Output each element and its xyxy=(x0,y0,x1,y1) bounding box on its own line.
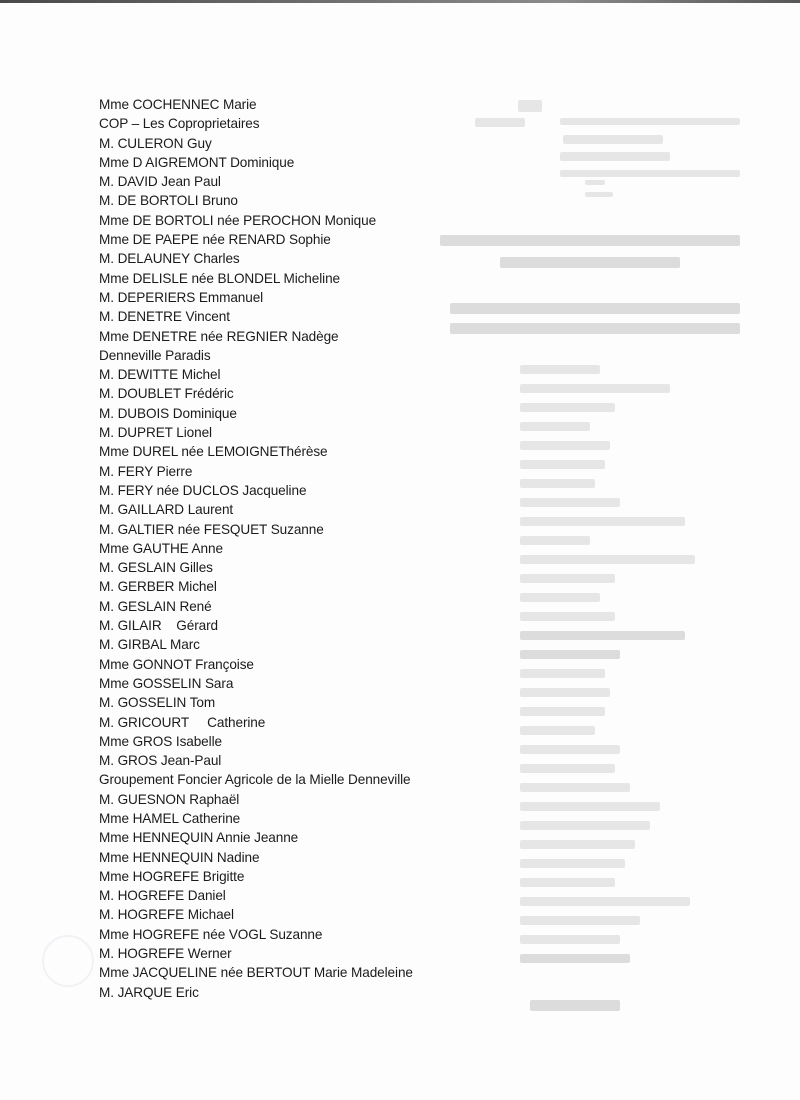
owner-name-item: Mme DENETRE née REGNIER Nadège xyxy=(99,328,339,344)
owner-name-item: M. GOSSELIN Tom xyxy=(99,695,216,711)
owner-name-item: M. DELAUNEY Charles xyxy=(99,251,240,267)
owner-name-item: M. HOGREFE Michael xyxy=(99,907,234,923)
owner-name-item: Mme HOGREFE Brigitte xyxy=(99,868,245,884)
owner-name-item: COP – Les Coproprietaires xyxy=(99,116,260,132)
owner-name-item: M. GESLAIN Gilles xyxy=(99,560,213,576)
owner-name-item: Mme GROS Isabelle xyxy=(99,733,222,749)
owner-name-item: Mme DUREL née LEMOIGNEThérèse xyxy=(99,444,328,460)
owner-name-item: M. JARQUE Eric xyxy=(99,984,199,1000)
owner-name-item: M. GESLAIN René xyxy=(99,598,212,614)
owner-name-item: M. DEWITTE Michel xyxy=(99,367,221,383)
owner-name-item: Mme GONNOT Françoise xyxy=(99,656,254,672)
owner-name-item: M. HOGREFE Daniel xyxy=(99,888,226,904)
owner-name-item: M. DENETRE Vincent xyxy=(99,309,230,325)
owner-name-item: M. HOGREFE Werner xyxy=(99,946,232,962)
owner-name-item: M. DAVID Jean Paul xyxy=(99,174,221,190)
owner-name-item: M. FERY Pierre xyxy=(99,463,193,479)
owner-name-item: Mme HENNEQUIN Nadine xyxy=(99,849,260,865)
owner-name-item: M. GROS Jean-Paul xyxy=(99,753,222,769)
owner-name-item: M. GRICOURT Catherine xyxy=(99,714,266,730)
owner-name-item: Mme HOGREFE née VOGL Suzanne xyxy=(99,926,323,942)
owner-name-item: M. GUESNON Raphaël xyxy=(99,791,240,807)
faint-stamp-mark xyxy=(42,935,94,987)
owner-name-item: M. DUPRET Lionel xyxy=(99,425,212,441)
owner-name-item: Groupement Foncier Agricole de la Mielle Denneville xyxy=(99,772,411,788)
owner-name-item: Mme GOSSELIN Sara xyxy=(99,675,234,691)
owner-names-list xyxy=(99,95,619,1002)
owner-name-item: M. GAILLARD Laurent xyxy=(99,502,234,518)
owner-name-item: Mme DE BORTOLI née PEROCHON Monique xyxy=(99,212,377,228)
owner-name-item: M. FERY née DUCLOS Jacqueline xyxy=(99,482,307,498)
owner-name-item: M. DEPERIERS Emmanuel xyxy=(99,289,264,305)
owner-name-item: M. DUBOIS Dominique xyxy=(99,405,237,421)
owner-name-item: Mme JACQUELINE née BERTOUT Marie Madeleine xyxy=(99,965,413,981)
owner-name-item: Mme DE PAEPE née RENARD Sophie xyxy=(99,232,331,248)
owner-name-item: Mme GAUTHE Anne xyxy=(99,540,223,556)
owner-name-item: M. CULERON Guy xyxy=(99,135,212,151)
owner-name-item: M. GERBER Michel xyxy=(99,579,217,595)
owner-name-item: M. GILAIR Gérard xyxy=(99,618,218,634)
owner-name-item: Mme COCHENNEC Marie xyxy=(99,97,257,112)
owner-name-item: Mme D AIGREMONT Dominique xyxy=(99,154,295,170)
owner-name-item: M. DE BORTOLI Bruno xyxy=(99,193,238,209)
owner-name-item: Mme DELISLE née BLONDEL Micheline xyxy=(99,270,340,286)
owner-name-item: Mme HENNEQUIN Annie Jeanne xyxy=(99,830,299,846)
owner-name-item: M. GIRBAL Marc xyxy=(99,637,200,653)
owner-name-item: Denneville Paradis xyxy=(99,347,211,363)
owner-name-item: M. DOUBLET Frédéric xyxy=(99,386,234,402)
owner-name-item: M. GALTIER née FESQUET Suzanne xyxy=(99,521,324,537)
scan-top-edge xyxy=(0,0,800,3)
owner-name-item: Mme HAMEL Catherine xyxy=(99,810,241,826)
